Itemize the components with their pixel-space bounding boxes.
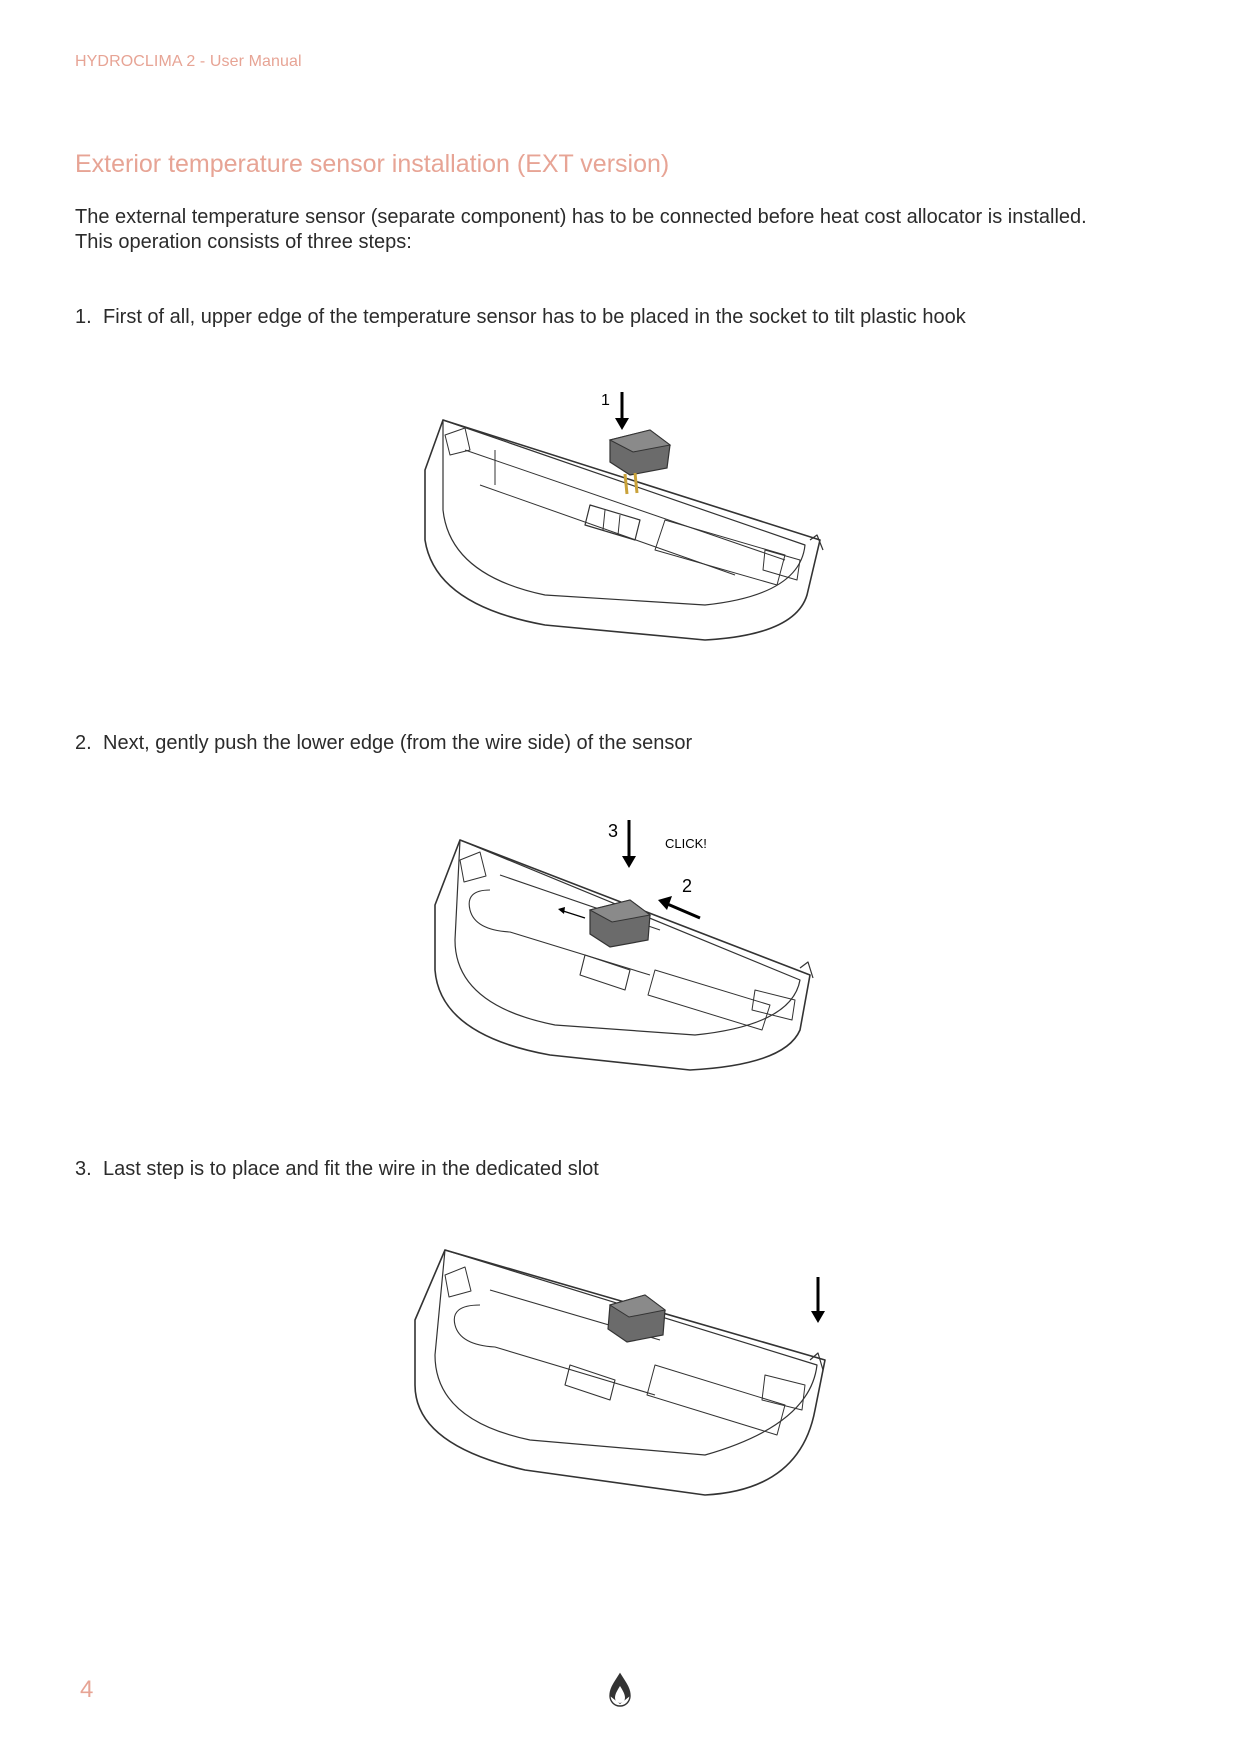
figure-1-label-1: 1 xyxy=(601,392,610,409)
allocator-diagram-step-1 xyxy=(405,390,845,650)
page-number: 4 xyxy=(80,1676,94,1703)
step-2 xyxy=(75,732,692,755)
figure-step-1 xyxy=(405,390,845,650)
figure-2-label-2: 2 xyxy=(682,876,693,896)
step-1-text: First of all, upper edge of the temperature sensor has to be placed in the socket to tilt plastic hook xyxy=(103,306,966,328)
allocator-diagram-step-3 xyxy=(405,1245,845,1505)
running-header: HYDROCLIMA 2 - User Manual xyxy=(75,53,302,70)
step-3 xyxy=(75,1158,599,1181)
drop-logo-icon xyxy=(607,1672,633,1712)
intro-line-1: The external temperature sensor (separate component) has to be connected before heat cost allocator is installed. xyxy=(75,206,1087,228)
section-title: Exterior temperature sensor installation (EXT version) xyxy=(75,150,670,178)
figure-step-2 xyxy=(420,820,860,1080)
step-2-text: Next, gently push the lower edge (from the wire side) of the sensor xyxy=(103,732,693,754)
figure-2-label-3: 3 xyxy=(608,821,619,841)
figure-step-3 xyxy=(405,1245,845,1505)
arrow-3 xyxy=(622,820,636,868)
arrow-1 xyxy=(615,392,629,430)
step-2-number: 2. xyxy=(75,732,92,754)
figure-2-label-click: CLICK! xyxy=(665,836,707,851)
intro-line-2: This operation consists of three steps: xyxy=(75,231,412,253)
arrow-wire-slot xyxy=(811,1277,825,1323)
step-3-text: Last step is to place and fit the wire in the dedicated slot xyxy=(103,1158,599,1180)
step-1 xyxy=(75,306,966,329)
arrow-2 xyxy=(658,896,700,918)
step-3-number: 3. xyxy=(75,1158,92,1180)
allocator-diagram-step-2 xyxy=(420,820,860,1080)
step-1-number: 1. xyxy=(75,306,92,328)
intro-paragraph xyxy=(75,205,1175,255)
